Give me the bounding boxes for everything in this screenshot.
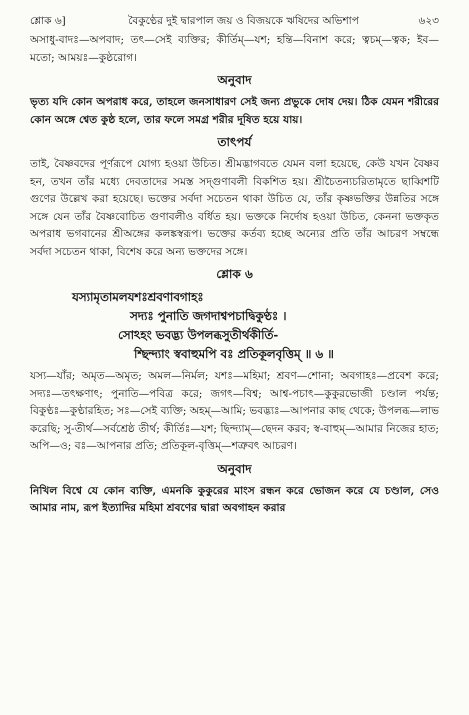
sanskrit-verse [30,288,439,364]
synonyms-text: যস্য—যাঁর; অমৃত—অমৃত; অমল—নির্মল; যশঃ—মহিমা; শ্রবণ—শোনা; অবগাহঃ—প্রবেশ করে; সদ্যঃ—তৎক্ষণাৎ; পুনাতি—পবিত্র করে; জগৎ—বিশ্ব; আশ্ব-পচাৎ—কুকুরভোজী চণ্ডাল পর্যন্ত; বিকুণ্ঠঃ—কুণ্ঠারহিত; সঃ—সেই ব্যক্তি; অহম্—আমি; ভবদ্ভ্যঃ—আপনার কাছ থেকে; উপলব্ধ—লাভ করেছি; সু-তীর্থ—সর্বশ্রেষ্ঠ তীর্থ; কীর্তিঃ—যশ; ছিন্দ্যাম্—ছেদন করব; স্ব-বাহুম্—আমার নিজের হাত; অপি—ও; বঃ—আপনার প্রতি; প্রতিকূল-বৃত্তিম্—শত্রুবৎ আচরণ। [30,370,439,452]
verse-reference: শ্লোক ৬] [30,15,66,27]
verse-line-4: শ্ছিন্দ্যাং স্ববাহুমপি বঃ প্রতিকূলবৃত্তিম্ ॥ ৬ ॥ [134,347,334,361]
running-header [30,14,439,32]
synonyms-continued: অসাধু-বাদঃ—অপবাদ; তৎ—সেই ব্যক্তির; কীর্তিম্—যশ; হন্তি—বিনাশ করে; ত্বচম্—ত্বক; ইব—মতো; আময়ঃ—কুষ্ঠরোগ। [30,34,439,64]
translation-text: ভৃত্য যদি কোন অপরাধ করে, তাহলে জনসাধারণ সেই জন্য প্রভুকে দোষ দেয়। ঠিক যেমন শরীরের কোন অঙ্গে শ্বেত কুষ্ঠ হলে, তার ফলে সমগ্র শরীর দূষিত হয়ে যায়। [30,96,439,126]
purport-heading: তাৎপর্য [217,135,252,149]
translation-heading-2: অনুবাদ [217,461,252,476]
translation-text-2: নিখিল বিশ্বে যে কোন ব্যক্তি, এমনকি কুকুরের মাংস রন্ধন করে ভোজন করে যে চণ্ডাল, সেও আমার নাম, রূপ ইত্যাদির মহিমা শ্রবণের দ্বারা অবগাহন করার [30,484,439,514]
verse-line-2: সদ্যঃ পুনাতি জগদাশ্বপচাদ্বিকুণ্ঠঃ । [130,309,287,323]
verse-line-1: যস্যামৃতামলযশঃশ্রবণাবগাহঃ [72,290,204,304]
translation-heading: অনুবাদ [217,73,252,87]
chapter-title: বৈকুণ্ঠের দুই দ্বারপাল জয় ও বিজয়কে ঋষিদের অভিশাপ [128,15,359,27]
verse-line-3: সোঽহং ভবদ্ভ্য উপলব্ধসুতীর্থকীর্তি- [118,328,279,342]
purport-text: তাই, বৈষ্ণবদের পূর্ণরূপে যোগ্য হওয়া উচিত। শ্রীমদ্ভাগবতে যেমন বলা হয়েছে, কেউ যখন বৈষ্ণব হন, তখন তাঁর মধ্যে দেবতাদের সমস্ত সদ্গুণাবলী বিকশিত হয়। শ্রীচৈতন্যচরিতামৃতে ছাব্বিশটি গুণের উল্লেখ করা হয়েছে। ভক্তের সর্বদা সচেতন থাকা উচিত যে, তাঁর কৃষ্ণভক্তির উন্নতির সঙ্গে সঙ্গে যেন তাঁর বৈষ্ণবোচিত গুণাবলীও বর্ধিত হয়। ভক্তকে নির্দোষ হওয়া উচিত, কেননা ভক্তকৃত অপরাধ ভগবানের শ্রীঅঙ্গের কলঙ্কস্বরূপ। ভক্তের কর্তব্য হচ্ছে অন্যের প্রতি তাঁর আচরণ সম্বন্ধে সর্বদা সচেতন থাকা, বিশেষ করে অন্য ভক্তদের সঙ্গে। [30,158,439,258]
verse-heading: শ্লোক ৬ [216,267,253,281]
page-number: ৬২৩ [418,15,439,27]
